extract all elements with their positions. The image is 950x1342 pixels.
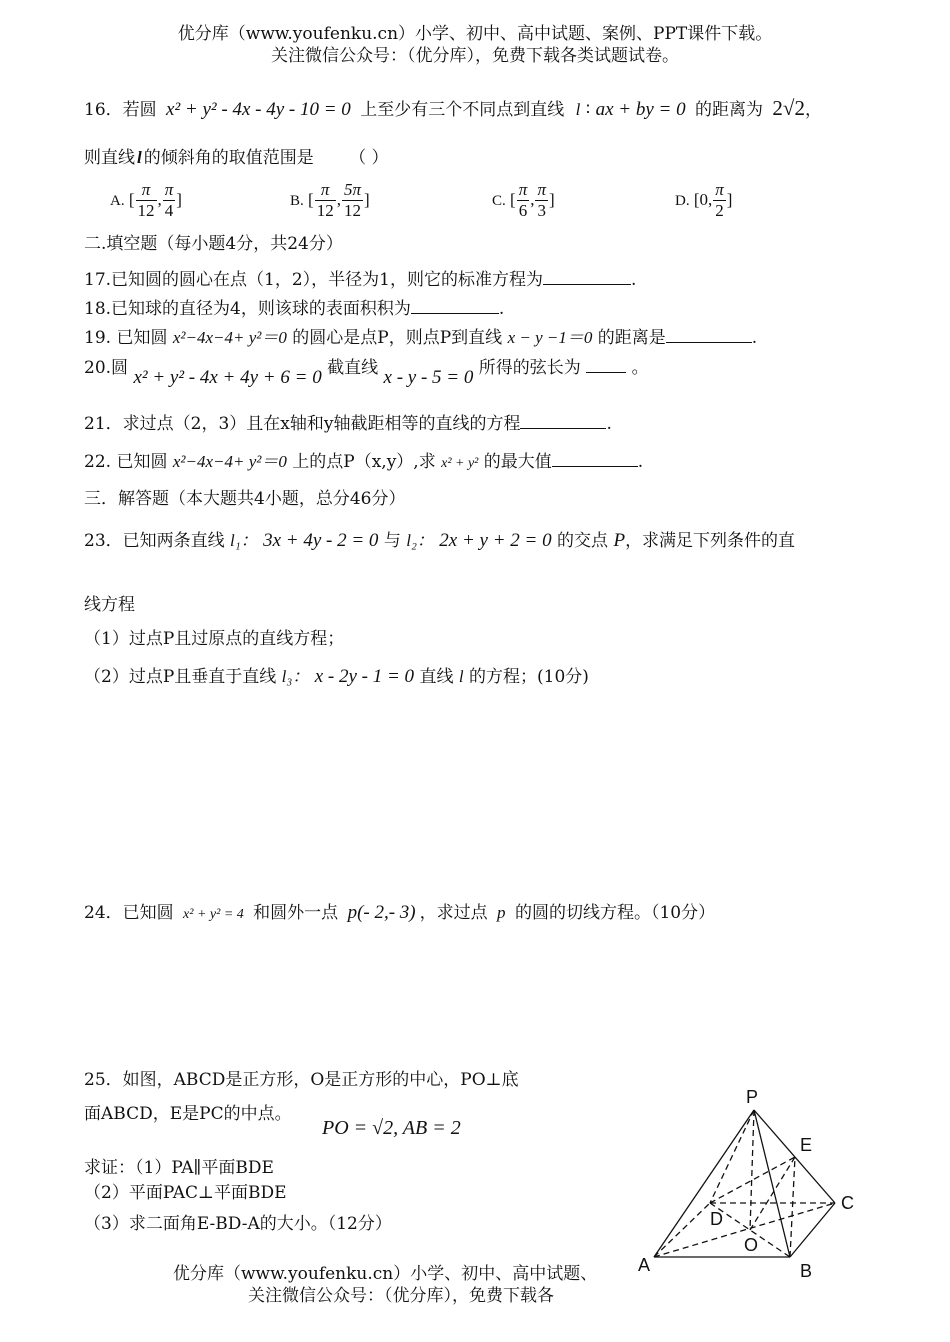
q23-part-1: （1）过点P且过原点的直线方程； — [84, 629, 345, 649]
q22-b: 上的点P（x,y）,求 — [292, 452, 436, 472]
question-20 — [84, 356, 649, 388]
option-c-close: ] — [549, 189, 555, 209]
question-21: 21．求过点（2，3）且在x轴和y轴截距相等的直线的方程 . — [84, 414, 612, 434]
pyramid-figure — [630, 1085, 870, 1290]
option-c-open: [ — [510, 189, 516, 209]
q23-l3: l₃： — [281, 667, 310, 686]
vertex-label-A: A — [638, 1255, 651, 1275]
option-a-frac-1: $\frac{\pi}{12}$ — [137, 180, 155, 221]
vertex-label-B: B — [800, 1261, 813, 1281]
q20-a: 20.圆 — [84, 358, 129, 378]
q16-comma: ， — [804, 100, 822, 120]
option-a-open: [ — [128, 189, 135, 209]
q19-equation: x²−4x−4+ y²＝0 — [172, 328, 287, 347]
option-a-close: ] — [176, 189, 182, 209]
q16-number: 16．若圆 — [84, 100, 157, 120]
edge-PA — [654, 1110, 754, 1257]
question-16-line-2 — [84, 148, 389, 168]
option-d-label: D. — [675, 192, 690, 209]
option-d-close: ] — [726, 189, 733, 209]
q16-option-c[interactable]: C. [ $\frac{\pi}{6}$ , $\frac{\pi}{3}$ ] — [492, 180, 555, 221]
q22-answer-blank[interactable] — [552, 450, 638, 467]
q20-b: 截直线 — [327, 358, 379, 378]
q23-l2: l₂： — [406, 531, 434, 550]
q18-text: 18.已知球的直径为4，则该球的表面积积为 — [84, 299, 411, 319]
question-17: 17.已知圆的圆心在点（1，2），半径为1，则它的标准方程为 . — [84, 270, 637, 290]
q23-part-2 — [84, 666, 589, 689]
option-d-frac: $\frac{\pi}{2}$ — [715, 180, 724, 221]
q25-equation: PO = √2, AB = 2 — [322, 1117, 461, 1139]
q22-c: 的最大值 — [483, 452, 552, 472]
q22-expression: x² + y² — [441, 456, 479, 471]
option-b-label: B. — [290, 192, 304, 209]
q23-p2b: 直线 — [419, 667, 454, 687]
q16-distance: 2√2 — [772, 96, 805, 120]
q16-line2-a: 则直线 — [84, 148, 135, 168]
q17-answer-blank[interactable] — [543, 268, 631, 285]
section-2-heading: 二.填空题（每小题4分，共24分） — [84, 234, 343, 254]
q24-p: p — [497, 903, 506, 922]
edge-PB — [754, 1110, 790, 1257]
seg-BE — [790, 1157, 795, 1257]
q25-line-5: （3）求二面角E-BD-A的大小。（12分） — [84, 1214, 392, 1234]
option-b-frac-2: $\frac{5\pi}{12}$ — [343, 180, 361, 221]
q20-d: 。 — [631, 358, 649, 378]
footer-line-1: 优分库（www.youfenku.cn）小学、初中、高中试题、 — [173, 1264, 598, 1284]
q20-answer-blank[interactable] — [586, 356, 626, 373]
vertex-label-O: O — [744, 1235, 759, 1255]
q17-text: 17.已知圆的圆心在点（1，2），半径为1，则它的标准方程为 — [84, 270, 543, 290]
q23-b: 的交点 — [557, 531, 609, 551]
q16-option-a[interactable]: A. [ $\frac{\pi}{12}$ , $\frac{\pi}{4}$ ] — [110, 180, 182, 221]
q19-line: x − y −1＝0 — [507, 328, 593, 347]
option-c-frac-2: $\frac{\pi}{3}$ — [537, 180, 546, 221]
q24-a: 24．已知圆 — [84, 903, 174, 923]
q16-option-b[interactable]: B. [ $\frac{\pi}{12}$ , $\frac{5\pi}{12}$ ] — [290, 180, 370, 221]
q16-line-equation: ax + by = 0 — [595, 99, 686, 120]
q23-p2a: （2）过点P且垂直于直线 — [84, 667, 277, 687]
q23-c: ，求满足下列条件的直 — [625, 531, 796, 551]
q20-equation: x² + y² - 4x + 4y + 6 = 0 — [133, 367, 322, 388]
question-16 — [84, 96, 822, 122]
q16-circle-equation: x² + y² - 4x - 4y - 10 = 0 — [166, 99, 351, 120]
header-line-2: 关注微信公众号：（优分库），免费下载各类试题试卷。 — [271, 46, 679, 66]
option-b-frac-1: $\frac{\pi}{12}$ — [316, 180, 334, 221]
vertex-label-P: P — [746, 1087, 759, 1107]
q16-option-d[interactable] — [675, 180, 732, 222]
edge-PC — [754, 1110, 835, 1203]
question-22: 22. 已知圆 x²−4x−4+ y²＝0 上的点P（x,y）,求 x² + y² 的最大值 . — [84, 452, 644, 472]
seg-EO — [750, 1157, 795, 1230]
edge-BC — [790, 1203, 835, 1257]
footer-line-2: 关注微信公众号：（优分库），免费下载各 — [248, 1286, 554, 1306]
q23-line-2: 线方程 — [84, 595, 135, 615]
q19-b: 的圆心是点P，则点P到直线 — [292, 328, 503, 348]
option-d-open: [ — [693, 189, 700, 209]
q23-l1: l₁： — [230, 531, 258, 550]
header-line-1: 优分库（www.youfenku.cn）小学、初中、高中试题、案例、PPT课件下载。 — [177, 24, 773, 44]
q24-d: 的圆的切线方程。（10分） — [514, 903, 716, 923]
option-d-lead: 0, — [699, 189, 713, 209]
q16-line-l: l — [575, 100, 581, 119]
option-a-label: A. — [110, 192, 125, 209]
q20-line: x - y - 5 = 0 — [383, 367, 474, 388]
question-19: 19. 已知圆 x²−4x−4+ y²＝0 的圆心是点P，则点P到直线 x − y −1＝0 的距离是 . — [84, 328, 758, 348]
question-18: 18.已知球的直径为4，则该球的表面积积为 . — [84, 299, 505, 319]
q25-line-1: 25．如图，ABCD是正方形，O是正方形的中心，PO⊥底 — [84, 1070, 519, 1090]
q23-eq1: 3x + 4y - 2 = 0 — [263, 530, 379, 551]
vertex-label-E: E — [800, 1135, 813, 1155]
q22-a: 22. 已知圆 — [84, 452, 168, 472]
q21-text: 21．求过点（2，3）且在x轴和y轴截距相等的直线的方程 — [84, 414, 521, 434]
q18-answer-blank[interactable] — [411, 297, 499, 314]
option-b-open: [ — [308, 189, 314, 209]
edge-PD — [710, 1110, 754, 1203]
q23-point-p: P — [613, 530, 626, 551]
option-c-frac-1: $\frac{\pi}{6}$ — [518, 180, 528, 221]
q19-c: 的距离是 — [597, 328, 666, 348]
q24-point: p(- 2,- 3) — [347, 902, 416, 923]
q24-b: 和圆外一点 — [253, 903, 339, 923]
q23-eq3: x - 2y - 1 = 0 — [314, 666, 415, 687]
q23-a: 23．已知两条直线 — [84, 531, 225, 551]
q19-a: 19. 已知圆 — [84, 328, 168, 348]
q20-c: 所得的弦长为 — [478, 358, 581, 378]
q25-line-3: 求证：（1）PA∥平面BDE — [84, 1158, 274, 1178]
vertex-label-C: C — [841, 1193, 854, 1213]
q23-l: l — [458, 667, 464, 686]
q24-equation: x² + y² = 4 — [183, 907, 244, 922]
question-24 — [84, 902, 715, 925]
q16-mid-text: 上至少有三个不同点到直线 — [360, 100, 565, 120]
vertex-label-D: D — [710, 1209, 723, 1229]
q16-answer-paren: （ ） — [349, 148, 389, 168]
q16-l-bold: l — [137, 148, 142, 167]
option-c-label: C. — [492, 192, 506, 209]
q21-answer-blank[interactable] — [520, 412, 606, 429]
q24-c: ，求过点 — [419, 903, 488, 923]
q23-p2c: 的方程；(10分) — [469, 667, 589, 687]
q19-answer-blank[interactable] — [666, 326, 752, 343]
q16-colon: ∶ — [585, 100, 591, 120]
q23-with: 与 — [383, 531, 401, 551]
q23-eq2: 2x + y + 2 = 0 — [439, 530, 552, 551]
edge-AD — [654, 1203, 710, 1257]
option-a-frac-2: $\frac{\pi}{4}$ — [164, 180, 174, 221]
q25-line-4: （2）平面PAC⊥平面BDE — [84, 1183, 287, 1203]
section-3-heading: 三．解答题（本大题共4小题，总分46分） — [84, 489, 406, 509]
q22-equation: x²−4x−4+ y²＝0 — [172, 452, 287, 471]
q16-tail-text: 的距离为 — [695, 100, 764, 120]
seg-PO — [750, 1110, 754, 1230]
question-23 — [84, 530, 795, 553]
q25-line-2: 面ABCD，E是PC的中点。 — [84, 1104, 292, 1124]
option-b-close: ] — [363, 189, 370, 209]
q16-line2-b: 的倾斜角的取值范围是 — [143, 148, 314, 168]
